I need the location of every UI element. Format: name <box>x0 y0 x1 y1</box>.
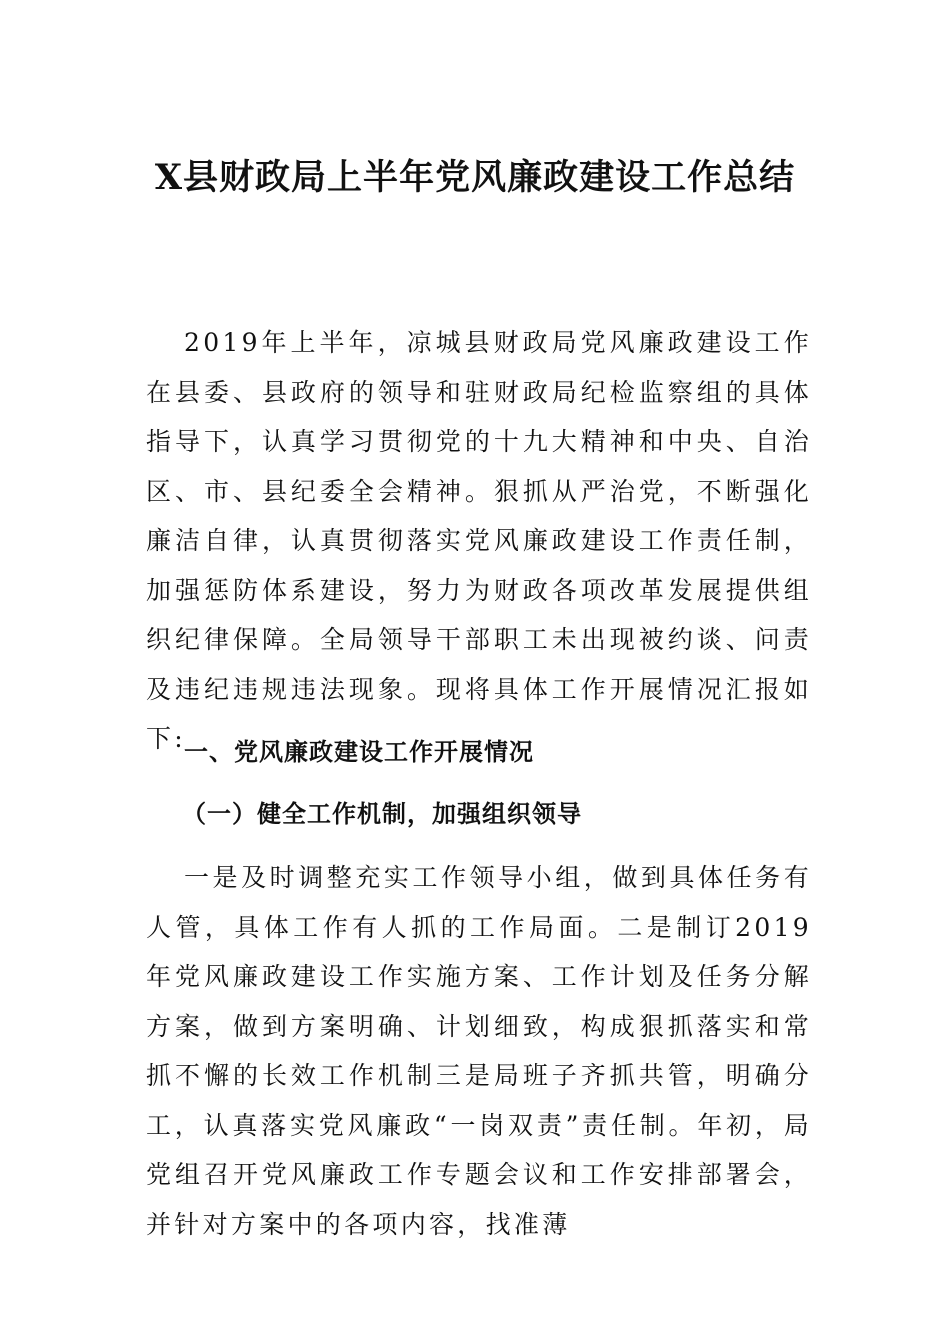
document-title: X县财政局上半年党风廉政建设工作总结 <box>154 157 796 198</box>
body-paragraph-mechanism: 一是及时调整充实工作领导小组，做到具体任务有人管，具体工作有人抓的工作局面。二是制订2019年党风廉政建设工作实施方案、工作计划及任务分解方案，做到方案明确、计划细致，构成狠抓落实和常抓不懈的长效工作机制三是局班子齐抓共管，明确分工，认真落实党风廉政“一岗双责”责任制。年初，局党组召开党风廉政工作专题会议和工作安排部署会，并针对方案中的各项内容，找准薄 <box>146 863 812 1239</box>
body-paragraph-intro: 2019年上半年，凉城县财政局党风廉政建设工作在县委、县政府的领导和驻财政局纪检监察组的具体指导下，认真学习贯彻党的十九大精神和中央、自治区、市、县纪委全会精神。狠抓从严治党，不断强化廉洁自律，认真贯彻落实党风廉政建设工作责任制，加强惩防体系建设，努力为财政各项改革发展提供组织纪律保障。全局领导干部职工未出现被约谈、问责及违纪违规违法现象。现将具体工作开展情况汇报如下: <box>146 328 812 753</box>
section-heading: 一、党风廉政建设工作开展情况 <box>184 738 534 766</box>
subsection-heading: （一）健全工作机制，加强组织领导 <box>182 800 582 828</box>
